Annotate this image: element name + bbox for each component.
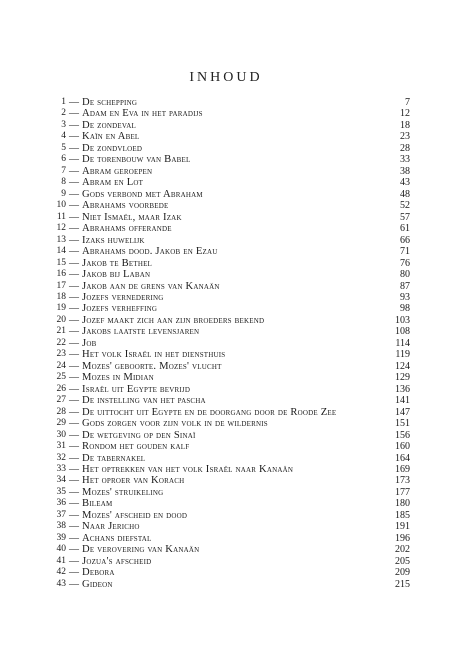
toc-entry	[54, 188, 410, 200]
entry-page-number: 76	[400, 257, 410, 269]
entry-page-number: 202	[395, 544, 410, 556]
toc-entry	[54, 555, 410, 567]
entry-dash: —	[69, 314, 79, 326]
entry-dash: —	[69, 223, 79, 235]
entry-number: 1	[61, 97, 66, 107]
entry-title: Jakob te Bethel	[82, 257, 153, 269]
entry-number: 7	[61, 165, 66, 176]
entry-title: Naar Jericho	[82, 521, 140, 533]
entry-number: 36	[56, 498, 66, 509]
entry-page-number: 57	[400, 211, 410, 223]
entry-page-number: 185	[395, 509, 410, 521]
entry-dash: —	[69, 177, 79, 189]
entry-dash: —	[69, 349, 79, 361]
entry-dash: —	[69, 188, 79, 200]
entry-page-number: 71	[400, 246, 410, 258]
toc-entry	[54, 154, 410, 166]
toc-entry	[54, 200, 410, 212]
entry-dash: —	[69, 97, 79, 108]
entry-page-number: 177	[395, 486, 410, 498]
toc-entry	[54, 509, 410, 521]
entry-number: 4	[61, 131, 66, 142]
toc-entry	[54, 142, 410, 154]
entry-title: Mozes' afscheid en dood	[82, 509, 188, 521]
entry-number: 12	[56, 223, 66, 234]
toc-entry	[54, 418, 410, 430]
toc-entry	[54, 475, 410, 487]
toc-entry	[54, 544, 410, 556]
entry-number: 21	[56, 326, 66, 337]
toc-entry	[54, 532, 410, 544]
entry-dash: —	[69, 578, 79, 590]
entry-dash: —	[69, 441, 79, 453]
entry-number: 20	[56, 314, 66, 325]
entry-number: 41	[56, 555, 66, 566]
toc-entry	[54, 441, 410, 453]
entry-dash: —	[69, 131, 79, 143]
entry-title: Het oproer van Korach	[82, 475, 185, 487]
toc-entry	[54, 337, 410, 349]
entry-title: De instelling van het pascha	[82, 395, 206, 407]
entry-dash: —	[69, 337, 79, 349]
entry-dash: —	[69, 360, 79, 372]
toc-entry	[54, 406, 410, 418]
table-of-contents	[54, 97, 410, 590]
entry-dash: —	[69, 165, 79, 177]
entry-title: Debora	[82, 567, 115, 579]
entry-title: Bileam	[82, 498, 113, 510]
entry-page-number: 164	[395, 452, 410, 464]
entry-number: 34	[56, 475, 66, 486]
entry-dash: —	[69, 521, 79, 533]
entry-number: 30	[56, 429, 66, 440]
entry-page-number: 141	[395, 395, 410, 407]
entry-number: 26	[56, 383, 66, 394]
entry-number: 27	[56, 395, 66, 406]
entry-dash: —	[69, 429, 79, 441]
toc-entry	[54, 177, 410, 189]
entry-page-number: 23	[400, 131, 410, 143]
entry-page-number: 129	[395, 372, 410, 384]
entry-page-number: 119	[395, 349, 410, 361]
entry-page-number: 124	[395, 360, 410, 372]
entry-page-number: 136	[395, 383, 410, 395]
entry-number: 11	[56, 211, 66, 222]
entry-title: Mozes in Midian	[82, 372, 154, 384]
entry-number: 8	[61, 177, 66, 188]
entry-number: 37	[56, 509, 66, 520]
entry-title: De tabernakel	[82, 452, 146, 464]
toc-entry	[54, 498, 410, 510]
entry-dash: —	[69, 464, 79, 475]
entry-page-number: 28	[400, 142, 410, 154]
entry-title: Abram en Lot	[82, 177, 144, 189]
entry-number: 32	[56, 452, 66, 463]
entry-dash: —	[69, 567, 79, 579]
entry-page-number: 215	[395, 578, 410, 590]
entry-number: 43	[56, 578, 66, 589]
entry-title: Izaks huwelijk	[82, 234, 145, 246]
entry-dash: —	[69, 544, 79, 556]
entry-title: De torenbouw van Babel	[82, 154, 191, 166]
entry-title: Job	[82, 337, 97, 349]
entry-page-number: 156	[395, 429, 410, 441]
toc-entry	[54, 269, 410, 281]
entry-number: 28	[56, 406, 66, 417]
entry-title: Gideon	[82, 578, 113, 590]
entry-page-number: 52	[400, 200, 410, 212]
entry-number: 29	[56, 418, 66, 429]
entry-dash: —	[69, 211, 79, 223]
entry-number: 9	[61, 188, 66, 199]
entry-page-number: 12	[400, 108, 410, 120]
entry-dash: —	[69, 555, 79, 567]
entry-title: De verovering van Kanaän	[82, 544, 200, 556]
toc-entry	[54, 131, 410, 143]
toc-entry	[54, 280, 410, 292]
entry-title: Kaïn en Abel	[82, 131, 140, 143]
entry-dash: —	[69, 269, 79, 281]
entry-number: 2	[61, 108, 66, 119]
toc-entry	[54, 314, 410, 326]
entry-number: 13	[56, 234, 66, 245]
entry-title: Abrahams dood. Jakob en Ezau	[82, 246, 218, 258]
entry-page-number: 114	[395, 337, 410, 349]
toc-entry	[54, 349, 410, 361]
entry-title: Mozes' struikeling	[82, 486, 164, 498]
toc-entry	[54, 383, 410, 395]
toc-entry	[54, 303, 410, 315]
page-title: INHOUD	[189, 70, 263, 85]
toc-entry	[54, 246, 410, 258]
entry-dash: —	[69, 326, 79, 338]
toc-entry	[54, 211, 410, 223]
entry-dash: —	[69, 303, 79, 315]
entry-title: Jozefs vernedering	[82, 291, 164, 303]
entry-title: Niet Ismaël, maar Izak	[82, 211, 182, 223]
entry-number: 10	[56, 200, 66, 211]
entry-page-number: 191	[395, 521, 410, 533]
entry-dash: —	[69, 257, 79, 269]
entry-page-number: 108	[395, 326, 410, 338]
entry-number: 31	[56, 441, 66, 452]
entry-page-number: 87	[400, 280, 410, 292]
toc-entry	[54, 578, 410, 590]
entry-page-number: 147	[395, 406, 410, 418]
entry-title: Jozua's afscheid	[82, 555, 152, 567]
entry-title: Mozes' geboorte. Mozes' vlucht	[82, 360, 222, 372]
toc-entry	[54, 395, 410, 407]
entry-title: Rondom het gouden kalf	[82, 441, 190, 453]
entry-dash: —	[69, 383, 79, 395]
entry-dash: —	[69, 154, 79, 166]
toc-entry	[54, 429, 410, 441]
entry-page-number: 61	[400, 223, 410, 235]
entry-dash: —	[69, 406, 79, 418]
entry-page-number: 173	[395, 475, 410, 487]
entry-dash: —	[69, 108, 79, 120]
entry-number: 35	[56, 486, 66, 497]
toc-entry	[54, 486, 410, 498]
entry-page-number: 43	[400, 177, 410, 189]
entry-number: 23	[56, 349, 66, 360]
entry-dash: —	[69, 246, 79, 258]
entry-title: Gods zorgen voor zijn volk in de wildernis	[82, 418, 268, 430]
entry-page-number: 196	[395, 532, 410, 544]
entry-number: 18	[56, 291, 66, 302]
toc-entry	[54, 257, 410, 269]
entry-dash: —	[69, 509, 79, 521]
entry-number: 42	[56, 567, 66, 578]
entry-number: 16	[56, 269, 66, 280]
toc-entry	[54, 223, 410, 235]
entry-dash: —	[69, 532, 79, 544]
entry-title: Het optrekken van het volk Israël naar Kanaän	[82, 464, 294, 475]
toc-entry	[54, 108, 410, 120]
entry-number: 14	[56, 246, 66, 257]
toc-entry	[54, 521, 410, 533]
entry-dash: —	[69, 372, 79, 384]
entry-title: Jakobs laatste levensjaren	[82, 326, 200, 338]
toc-entry	[54, 234, 410, 246]
entry-dash: —	[69, 291, 79, 303]
entry-number: 3	[61, 119, 66, 130]
toc-entry	[54, 464, 410, 475]
entry-dash: —	[69, 452, 79, 464]
entry-title: Het volk Israël in het diensthuis	[82, 349, 226, 361]
entry-page-number: 7	[405, 97, 410, 108]
entry-dash: —	[69, 418, 79, 430]
entry-page-number: 98	[400, 303, 410, 315]
entry-page-number: 80	[400, 269, 410, 281]
entry-title: Jozefs verheffing	[82, 303, 158, 315]
entry-page-number: 93	[400, 291, 410, 303]
entry-title: Abrahams offerande	[82, 223, 172, 235]
entry-page-number: 160	[395, 441, 410, 453]
entry-title: Gods verbond met Abraham	[82, 188, 203, 200]
entry-page-number: 103	[395, 314, 410, 326]
toc-entry	[54, 119, 410, 131]
entry-number: 22	[56, 337, 66, 348]
entry-page-number: 180	[395, 498, 410, 510]
toc-entry	[54, 97, 410, 108]
entry-dash: —	[69, 200, 79, 212]
toc-entry	[54, 452, 410, 464]
entry-number: 5	[61, 142, 66, 153]
entry-title: Israël uit Egypte bevrijd	[82, 383, 191, 395]
entry-page-number: 205	[395, 555, 410, 567]
entry-dash: —	[69, 395, 79, 407]
entry-page-number: 38	[400, 165, 410, 177]
entry-dash: —	[69, 498, 79, 510]
entry-number: 39	[56, 532, 66, 543]
entry-title: De zondeval	[82, 119, 136, 131]
entry-title: Abrahams voorbede	[82, 200, 169, 212]
entry-number: 19	[56, 303, 66, 314]
entry-title: De schepping	[82, 97, 138, 108]
entry-dash: —	[69, 475, 79, 487]
entry-number: 25	[56, 372, 66, 383]
entry-dash: —	[69, 280, 79, 292]
entry-number: 6	[61, 154, 66, 165]
entry-number: 24	[56, 360, 66, 371]
entry-number: 38	[56, 521, 66, 532]
entry-page-number: 151	[395, 418, 410, 430]
entry-page-number: 48	[400, 188, 410, 200]
entry-number: 40	[56, 544, 66, 555]
entry-title: Adam en Eva in het paradijs	[82, 108, 203, 120]
entry-page-number: 66	[400, 234, 410, 246]
toc-entry	[54, 360, 410, 372]
entry-title: Abram geroepen	[82, 165, 153, 177]
entry-dash: —	[69, 142, 79, 154]
entry-title: De uittocht uit Egypte en de doorgang door de Roode Zee	[82, 406, 337, 418]
entry-dash: —	[69, 234, 79, 246]
entry-title: Achans diefstal	[82, 532, 152, 544]
toc-entry	[54, 165, 410, 177]
entry-title: Jozef maakt zich aan zijn broeders bekend	[82, 314, 265, 326]
toc-entry	[54, 291, 410, 303]
toc-entry	[54, 567, 410, 579]
entry-number: 15	[56, 257, 66, 268]
entry-page-number: 169	[395, 464, 410, 475]
toc-entry	[54, 326, 410, 338]
entry-page-number: 18	[400, 119, 410, 131]
entry-number: 33	[56, 464, 66, 474]
entry-page-number: 33	[400, 154, 410, 166]
entry-title: Jakob aan de grens van Kanaän	[82, 280, 220, 292]
entry-title: De wetgeving op den Sinaï	[82, 429, 196, 441]
entry-dash: —	[69, 486, 79, 498]
toc-entry	[54, 372, 410, 384]
entry-title: De zondvloed	[82, 142, 143, 154]
entry-page-number: 209	[395, 567, 410, 579]
entry-title: Jakob bij Laban	[82, 269, 151, 281]
entry-dash: —	[69, 119, 79, 131]
entry-number: 17	[56, 280, 66, 291]
